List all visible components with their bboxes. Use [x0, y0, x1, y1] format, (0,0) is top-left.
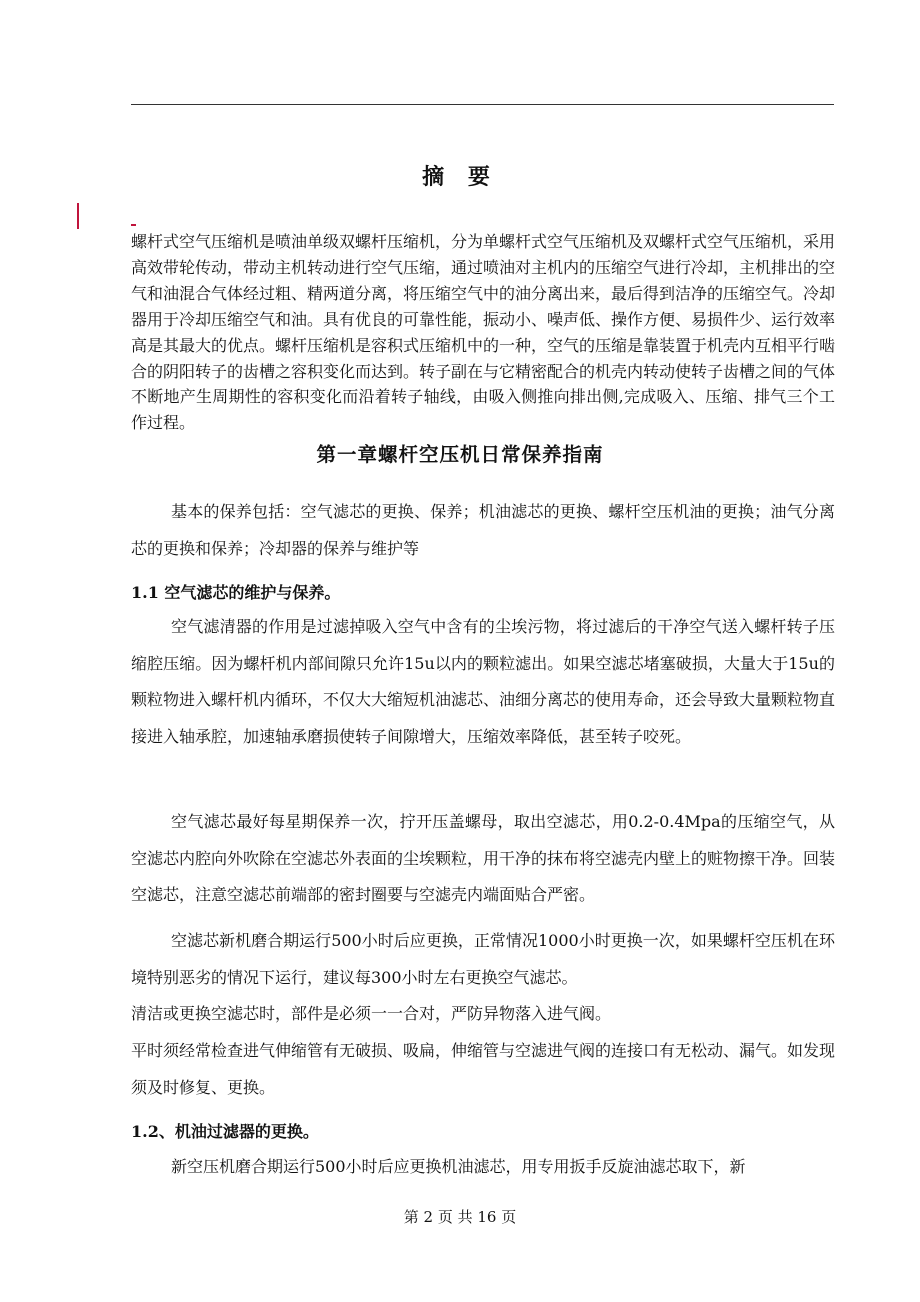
section-heading-1-2: 1.2、机油过滤器的更换。 — [131, 1122, 319, 1141]
revision-tick — [131, 224, 136, 226]
section-heading-1-1: 1.1 空气滤芯的维护与保养。 — [131, 583, 341, 602]
page-footer: 第 2 页 共 16 页 — [403, 1208, 517, 1226]
paragraph-oil-filter: 新空压机磨合期运行500小时后应更换机油滤芯，用专用扳手反旋油滤芯取下，新 — [171, 1157, 746, 1176]
abstract-paragraph: 螺杆式空气压缩机是喷油单级双螺杆压缩机，分为单螺杆式空气压缩机及双螺杆式空气压缩机，采用高效带轮传动，带动主机转动进行空气压缩，通过喷油对主机内的压缩空气进行冷却，主机排出的空气和油混合气体经过粗、精两道分离，将压缩空气中的油分离出来，最后得到洁净的压缩空气。冷却器用于冷却压缩空气和油。具有优良的可靠性能，振动小、噪声低、操作方便、易损件少、运行效率高是其最大的优点。螺杆压缩机是容积式压缩机中的一种，空气的压缩是靠装置于机壳内互相平行啮合的阴阳转子的齿槽之容积变化而达到。转子副在与它精密配合的机壳内转动使转子齿槽之间的气体不断地产生周期性的容积变化而沿着转子轴线，由吸入侧推向排出侧,完成吸入、压缩、排气三个工作过程。 — [131, 232, 836, 433]
abstract-heading: 摘 要 — [422, 164, 498, 190]
paragraph-air-filter-maintenance: 空气滤芯最好每星期保养一次，拧开压盖螺母，取出空滤芯，用0.2-0.4Mpa的压缩空气，从空滤芯内腔向外吹除在空滤芯外表面的尘埃颗粒，用干净的抹布将空滤壳内壁上的赃物擦干净。回装空滤芯，注意空滤芯前端部的密封圈要与空滤壳内端面贴合严密。 — [131, 812, 836, 904]
chapter-title: 第一章螺杆空压机日常保养指南 — [316, 443, 604, 466]
intro-paragraph: 基本的保养包括：空气滤芯的更换、保养；机油滤芯的更换、螺杆空压机油的更换；油气分离芯的更换和保养；冷却器的保养与维护等 — [131, 502, 835, 558]
revision-marker — [77, 203, 79, 229]
paragraph-air-filter-replacement: 空滤芯新机磨合期运行500小时后应更换，正常情况1000小时更换一次，如果螺杆空压机在环境特别恶劣的情况下运行，建议每300小时左右更换空气滤芯。 — [131, 931, 835, 987]
header-rule — [131, 104, 834, 105]
paragraph-cleaning-note: 清洁或更换空滤芯时，部件是必须一一合对，严防异物落入进气阀。 — [131, 1004, 612, 1023]
paragraph-air-filter-role: 空气滤清器的作用是过滤掉吸入空气中含有的尘埃污物，将过滤后的干净空气送入螺杆转子压缩腔压缩。因为螺杆机内部间隙只允许15u以内的颗粒滤出。如果空滤芯堵塞破损，大量大于15u的颗粒物进入螺杆机内循环，不仅大大缩短机油滤芯、油细分离芯的使用寿命，还会导致大量颗粒物直接进入轴承腔，加速轴承磨损使转子间隙增大，压缩效率降低，甚至转子咬死。 — [131, 617, 836, 746]
paragraph-intake-check: 平时须经常检查进气伸缩管有无破损、吸扁，伸缩管与空滤进气阀的连接口有无松动、漏气。如发现须及时修复、更换。 — [131, 1041, 836, 1097]
